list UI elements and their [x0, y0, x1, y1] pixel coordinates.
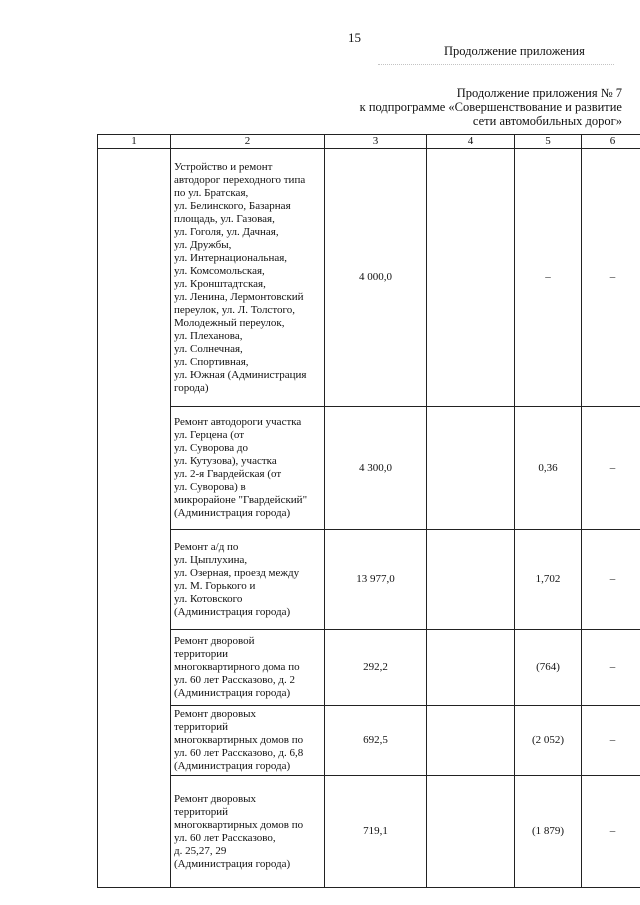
column-header: 1 — [98, 135, 171, 149]
table-row — [98, 776, 640, 888]
table-row — [98, 149, 640, 407]
appendix-header-line1: Продолжение приложения № 7 — [456, 86, 622, 100]
appendix-header — [360, 86, 622, 128]
work-description: Ремонт дворовых территорий многоквартирных домов по ул. 60 лет Рассказово, д. 25,27, 29 (Администрация города) — [171, 776, 325, 888]
column-header: 6 — [582, 135, 640, 149]
work-description: Устройство и ремонт автодорог переходного типа по ул. Братская, ул. Белинского, Базарная площадь, ул. Газовая, ул. Гоголя, ул. Дачная, ул. Дружбы, ул. Интернациональная, ул. Комсомольская, ул. Кронштадтская, ул. Ленина, Лермонтовский переулок, ул. Л. Толстого, Молодежный переулок, ул. Плеханова, ул. Солнечная, ул. Спортивная, ул. Южная (Администрация города) — [171, 149, 325, 407]
amount-cell: 719,1 — [325, 776, 427, 888]
column-6-cell: – — [582, 149, 640, 407]
work-description: Ремонт дворовых территорий многоквартирных домов по ул. 60 лет Рассказово, д. 6,8 (Администрация города) — [171, 706, 325, 776]
column-6-cell: – — [582, 706, 640, 776]
amount-cell: 692,5 — [325, 706, 427, 776]
appendix-header-line3: сети автомобильных дорог» — [472, 114, 622, 128]
amount-cell: 13 977,0 — [325, 530, 427, 630]
column-5-cell: (764) — [515, 630, 582, 706]
amount-cell: 4 000,0 — [325, 149, 427, 407]
continuation-note: Продолжение приложения — [444, 44, 585, 58]
table-row — [98, 630, 640, 706]
column-header: 4 — [427, 135, 515, 149]
column-4-cell — [427, 776, 515, 888]
column-6-cell: – — [582, 630, 640, 706]
amount-cell: 4 300,0 — [325, 407, 427, 530]
scan-artifact — [378, 64, 614, 69]
column-6-cell: – — [582, 530, 640, 630]
column-header: 3 — [325, 135, 427, 149]
table-row — [98, 706, 640, 776]
column-4-cell — [427, 407, 515, 530]
column-4-cell — [427, 530, 515, 630]
table-header-row — [98, 135, 640, 149]
work-description: Ремонт дворовой территории многоквартирного дома по ул. 60 лет Рассказово, д. 2 (Администрация города) — [171, 630, 325, 706]
table-row — [98, 530, 640, 630]
column-1-cell — [98, 149, 171, 888]
column-5-cell: – — [515, 149, 582, 407]
column-5-cell: (2 052) — [515, 706, 582, 776]
column-5-cell: (1 879) — [515, 776, 582, 888]
column-header: 5 — [515, 135, 582, 149]
column-4-cell — [427, 706, 515, 776]
column-5-cell: 0,36 — [515, 407, 582, 530]
column-5-cell: 1,702 — [515, 530, 582, 630]
column-6-cell: – — [582, 407, 640, 530]
work-description: Ремонт а/д по ул. Цыплухина, ул. Озерная, проезд между ул. М. Горького и ул. Котовского (Администрация города) — [171, 530, 325, 630]
table-row — [98, 407, 640, 530]
amount-cell: 292,2 — [325, 630, 427, 706]
work-description: Ремонт автодороги участка ул. Герцена (от ул. Суворова до ул. Кутузова), участка ул. 2-я Гвардейская (от ул. Суворова) в микрорайоне "Гвардейский" (Администрация города) — [171, 407, 325, 530]
column-header: 2 — [171, 135, 325, 149]
column-4-cell — [427, 630, 515, 706]
column-6-cell: – — [582, 776, 640, 888]
page-number: 15 — [348, 30, 361, 45]
column-4-cell — [427, 149, 515, 407]
appendix-table — [97, 134, 640, 888]
appendix-header-line2: к подпрограмме «Совершенствование и развитие — [359, 100, 622, 114]
